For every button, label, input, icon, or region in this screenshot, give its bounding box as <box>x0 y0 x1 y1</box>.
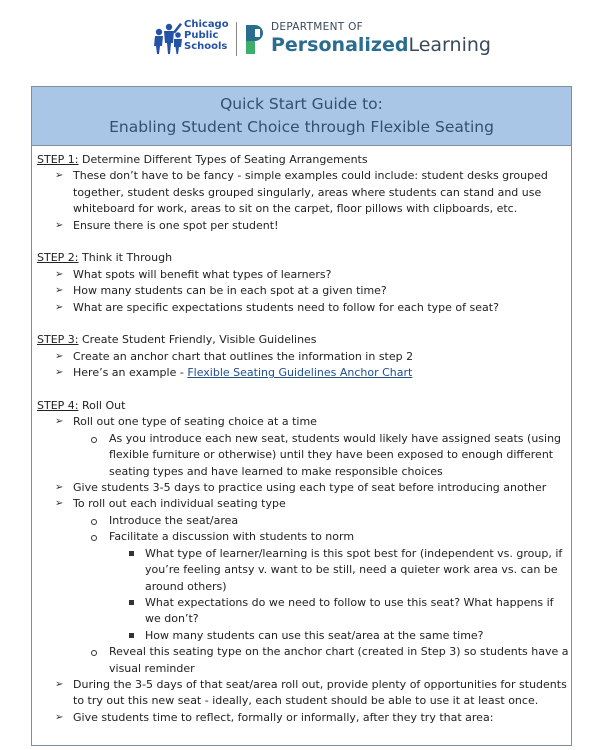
list-item: ➢ These don’t have to be fancy - simple examples could include: student desks grouped together, student desks grouped singularly, areas where students can stand and use whiteboard for work, areas to sit on the carpet, floor pillows with clipboards, etc. <box>37 168 571 217</box>
step-2-heading <box>37 250 571 266</box>
step-4-title: Roll Out <box>78 399 126 413</box>
step-3-title: Create Student Friendly, Visible Guidelines <box>78 333 317 347</box>
header-logos <box>0 14 603 62</box>
step-2-title: Think it Through <box>78 251 173 265</box>
list-item: ➢ How many students can be in each spot at a given time? <box>37 283 571 299</box>
guide-box <box>31 86 572 746</box>
step-4-heading <box>37 398 571 414</box>
step-3-label: STEP 3: <box>37 333 79 347</box>
step-4 <box>37 398 571 726</box>
list-item: What expectations do we need to follow to use this seat? What happens if we don’t? <box>109 595 571 628</box>
list-item <box>37 414 571 480</box>
list-item: ➢ Ensure there is one spot per student! <box>37 218 571 234</box>
cps-line-schools: Schools <box>184 41 228 52</box>
anchor-chart-link[interactable]: Flexible Seating Guidelines Anchor Chart <box>187 366 413 380</box>
title-line-1: Quick Start Guide to: <box>220 95 383 113</box>
dept-label: DEPARTMENT OF <box>271 21 364 33</box>
cps-logo-icon <box>151 18 185 58</box>
step-1-title: Determine Different Types of Seating Arrangements <box>78 153 368 166</box>
list-item: ➢ What are specific expectations students need to follow for each type of seat? <box>37 300 571 316</box>
step-1-label: STEP 1: <box>37 153 79 166</box>
list-item <box>73 529 571 644</box>
step-3 <box>37 332 571 381</box>
facilitate-text: Facilitate a discussion with students to norm <box>109 530 355 544</box>
personalized-learning-logo-icon <box>244 23 266 55</box>
dept-name-rest: Learning <box>408 34 491 56</box>
cps-line-public: Public <box>184 30 219 41</box>
each-type-text: To roll out each individual seating type <box>73 497 286 511</box>
list-item: Reveal this seating type on the anchor chart (created in Step 3) so students have a visual reminder <box>73 644 571 677</box>
step-3-heading <box>37 332 571 348</box>
logo-divider <box>236 22 237 56</box>
guide-content <box>32 146 571 726</box>
list-item: ➢ Give students 3-5 days to practice using each type of seat before introducing another <box>37 480 571 496</box>
list-item: How many students can use this seat/area at the same time? <box>109 628 571 644</box>
step-1 <box>37 152 571 234</box>
list-item: What type of learner/learning is this spot best for (independent vs. group, if you’re feeling antsy v. want to be still, need a quieter work area vs. can be around others) <box>109 546 571 595</box>
step-2 <box>37 250 571 316</box>
list-item: ➢ Create an anchor chart that outlines the information in step 2 <box>37 349 571 365</box>
list-item: ➢ What spots will benefit what types of learners? <box>37 267 571 283</box>
list-item: ➢ Give students time to reflect, formally or informally, after they try that area: <box>37 710 571 726</box>
title-bar <box>32 87 571 146</box>
title-line-2: Enabling Student Choice through Flexible Seating <box>109 118 494 136</box>
cps-logo-text <box>184 19 232 52</box>
cps-line-chicago: Chicago <box>184 19 229 30</box>
step-1-heading <box>37 152 571 168</box>
list-item: ➢ During the 3-5 days of that seat/area roll out, provide plenty of opportunities for students to try out this new seat - ideally, each student should be able to use it at least once. <box>37 677 571 710</box>
list-item: As you introduce each new seat, students would likely have assigned seats (using flexible furniture or otherwise) until they have been exposed to enough different seating types and have learned to make responsible choices <box>73 431 571 480</box>
list-item <box>37 496 571 676</box>
dept-name <box>271 34 491 56</box>
dept-name-bold: Personalized <box>271 34 409 56</box>
example-prefix: Here’s an example - <box>73 366 188 380</box>
step-4-label: STEP 4: <box>37 399 79 413</box>
rollout-one-text: Roll out one type of seating choice at a time <box>73 415 317 429</box>
list-item: Introduce the seat/area <box>73 513 571 529</box>
list-item <box>37 365 571 381</box>
step-2-label: STEP 2: <box>37 251 79 265</box>
